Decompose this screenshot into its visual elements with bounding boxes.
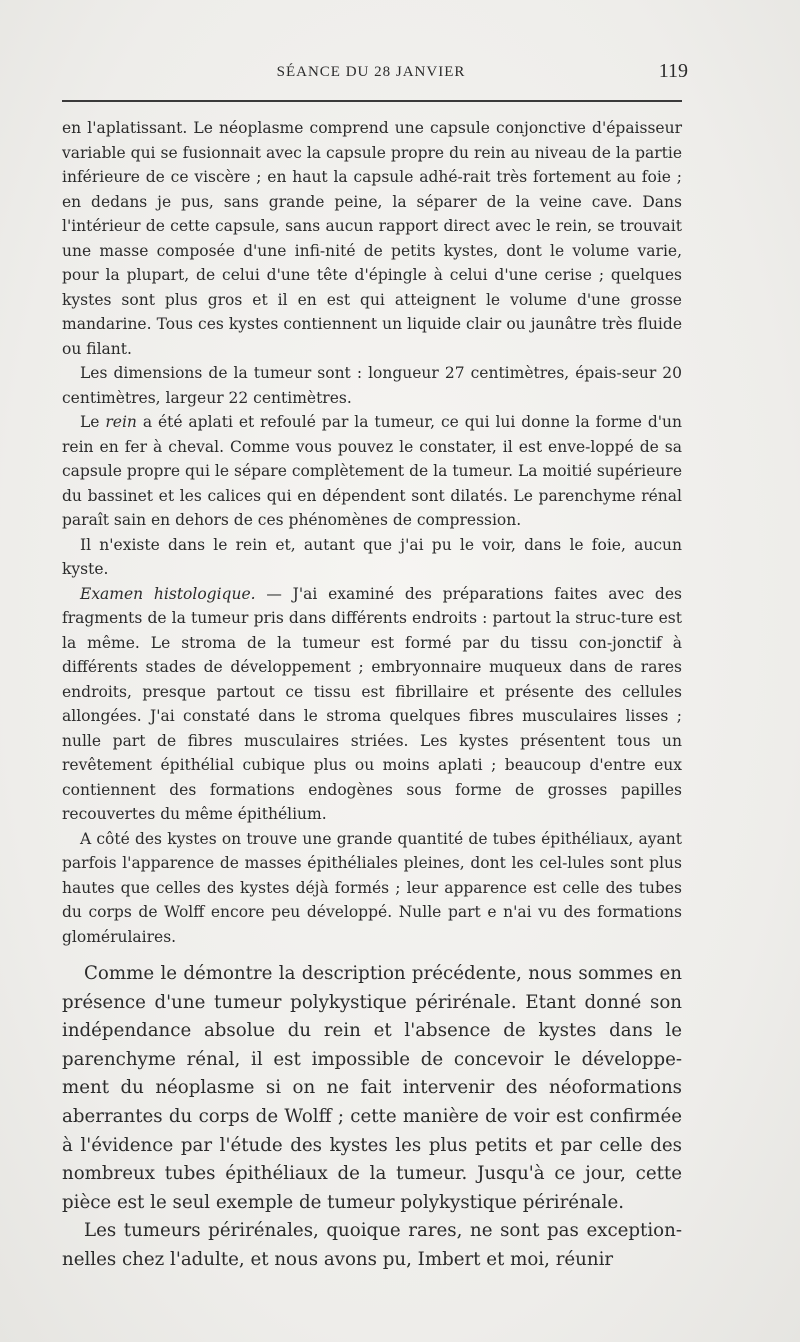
header-rule [62,100,682,102]
section-heading-italic: Examen histologique. [80,584,256,603]
italic-term: rein [105,413,137,431]
discussion-text [62,960,682,1275]
paragraph: en l'aplatissant. Le néoplasme comprend une capsule conjonctive d'épaisseur variable qui se fusionnait avec la capsule propre du rein au niveau de la partie inférieure de ce viscère ; en haut la capsule adhé-rait très fortement au foie ; en dedans je pus, sans grande peine, la séparer de la veine cave. Dans l'intérieur de cette capsule, sans aucun rapport direct avec le rein, se trouvait une masse composée d'une infi-nité de petits kystes, dont le volume varie, pour la plupart, de celui d'une tête d'épingle à celui d'une cerise ; quelques kystes sont plus gros et il en est qui atteignent le volume d'une grosse mandarine. Tous ces kystes contiennent un liquide clair ou jaunâtre très fluide ou filant. [62,119,682,358]
text-run: Le [80,413,100,431]
paragraph: Comme le démontre la description précédente, nous sommes en présence d'une tumeur polykystique périrénale. Etant donné son indépendance absolue du rein et l'absence de kystes dans le parenchyme rénal, il est impossible de concevoir le développe-ment du néoplasme si on ne fait intervenir des néoformations aberrantes du corps de Wolff ; cette manière de voir est confirmée à l'évidence par l'étude des kystes les plus petits et par celle des nombreux tubes épithéliaux de la tumeur. Jusqu'à ce jour, cette pièce est le seul exemple de tumeur polykystique périrénale. [62,963,682,1213]
paragraph: Les dimensions de la tumeur sont : longueur 27 centimètres, épais-seur 20 centimètres, largeur 22 centimètres. [62,364,682,407]
paragraph [62,582,682,827]
page-header [60,60,688,90]
paragraph [62,410,682,533]
paragraph: A côté des kystes on trouve une grande quantité de tubes épithéliaux, ayant parfois l'apparence de masses épithéliales pleines, dont les cel-lules sont plus hautes que celles des kystes déjà formés ; leur apparence est celle des tubes du corps de Wolff encore peu développé. Nulle part e n'ai vu des formations glomérulaires. [62,829,682,946]
case-report-text [62,116,682,949]
paragraph: Les tumeurs périrénales, quoique rares, ne sont pas exception-nelles chez l'adulte, et nous avons pu, Imbert et moi, réunir [62,1220,682,1270]
text-run: a été aplati et refoulé par la tumeur, ce qui lui donne la forme d'un rein en fer à cheval. Comme vous pouvez le constater, il est enve-loppé de sa capsule propre qui le sépare complètement de la tumeur. La moitié supérieure du bassinet et les calices qui en dépendent sont dilatés. Le parenchyme rénal paraît sain en dehors de ces phénomènes de compression. [62,413,682,529]
paragraph: Il n'existe dans le rein et, autant que j'ai pu le voir, dans le foie, aucun kyste. [62,535,682,578]
text-run: — J'ai examiné des préparations faites avec des fragments de la tumeur pris dans différents endroits : partout la struc-ture est la même. Le stroma de la tumeur est formé par du tissu con-jonctif à différents stades de développement ; embryonnaire muqueux dans de rares endroits, presque partout ce tissu est fibrillaire et présente des cellules allongées. J'ai constaté dans le stroma quelques fibres musculaires lisses ; nulle part de fibres musculaires striées. Les kystes présentent tous un revêtement épithélial cubique plus ou moins aplati ; beaucoup d'entre eux contiennent des formations endogènes sous forme de grosses papilles recouvertes du même épithélium. [62,584,682,823]
page-number: 119 [658,60,688,82]
running-head: SÉANCE DU 28 JANVIER [276,64,466,80]
